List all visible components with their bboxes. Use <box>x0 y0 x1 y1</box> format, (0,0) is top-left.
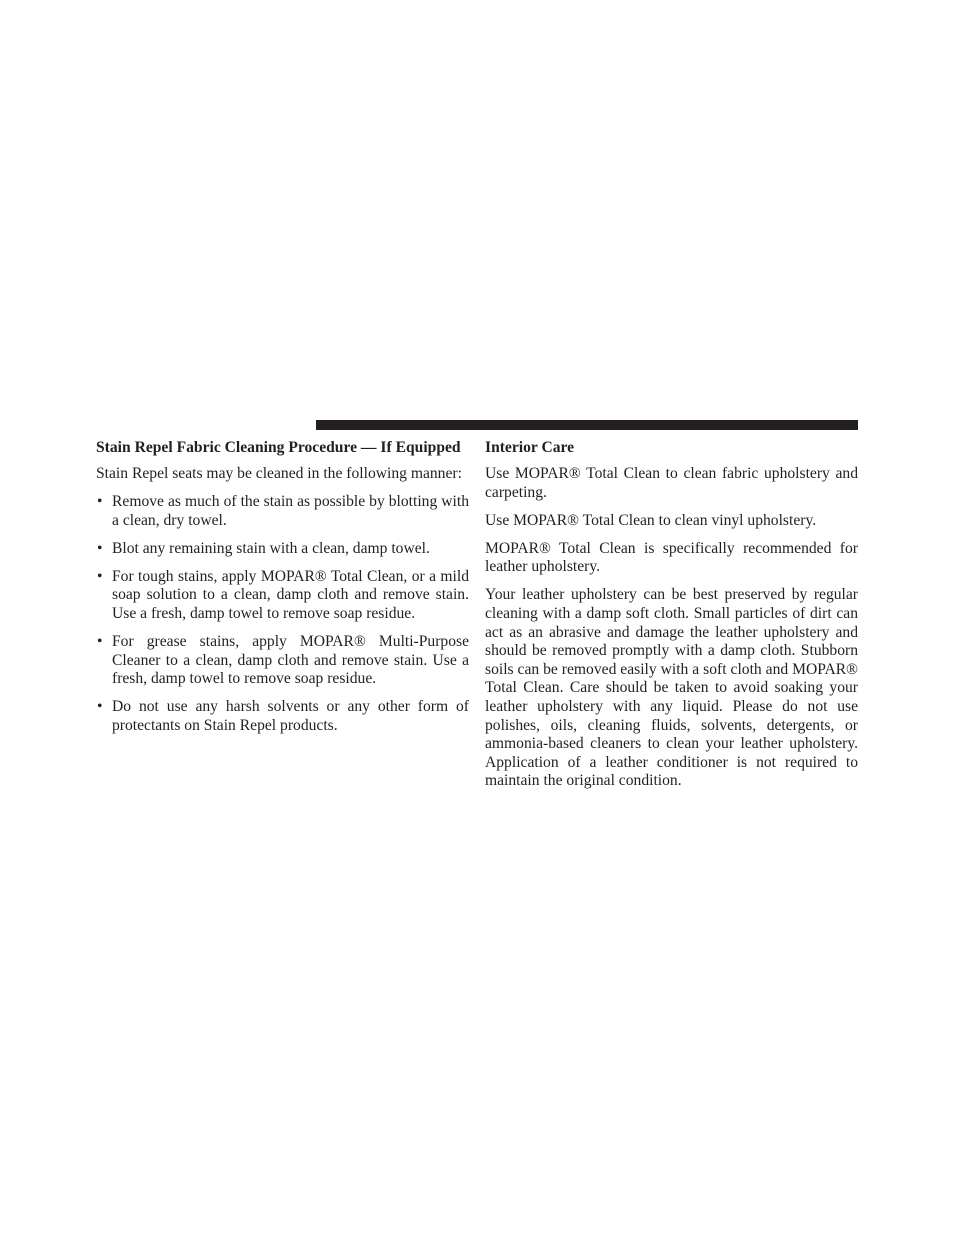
bullet-icon: • <box>97 698 103 716</box>
section-heading-stain-repel: Stain Repel Fabric Cleaning Procedure — If Equipped <box>96 439 461 456</box>
section-rule-bar <box>316 420 858 430</box>
list-item <box>96 633 469 689</box>
paragraph-leather-recommendation: MOPAR® Total Clean is specifically recommended for leather upholstery. <box>485 539 858 576</box>
list-item-text: For grease stains, apply MOPAR® Multi-Purpose Cleaner to a clean, damp cloth and remove stain. Use a fresh, damp towel to remove soap residue. <box>112 633 469 688</box>
right-column <box>485 438 858 801</box>
bullet-icon: • <box>97 633 103 651</box>
paragraph-vinyl: Use MOPAR® Total Clean to clean vinyl upholstery. <box>485 511 817 529</box>
list-item <box>96 698 469 735</box>
paragraph-fabric: Use MOPAR® Total Clean to clean fabric upholstery and carpeting. <box>485 465 858 501</box>
section-heading-interior-care: Interior Care <box>485 439 575 456</box>
paragraph-leather-care: Your leather upholstery can be best preserved by regular cleaning with a damp soft cloth. Small particles of dirt can act as an abrasive and damage the leather upholstery and should be removed promptly with a damp cloth. Stubborn soils can be removed easily with a soft cloth and MOPAR® Total Clean. Care should be taken to avoid soaking your leather upholstery with any liquid. Please do not use polishes, oils, cleaning fluids, solvents, detergents, or ammonia-based cleaners to clean your leather upholstery. Application of a leather conditioner is not required to maintain the original condition. <box>485 586 858 790</box>
cleaning-steps-list <box>96 493 469 736</box>
bullet-icon: • <box>97 493 103 511</box>
list-item-text: Remove as much of the stain as possible by blotting with a clean, dry towel. <box>112 493 469 529</box>
intro-paragraph: Stain Repel seats may be cleaned in the following manner: <box>96 465 462 482</box>
list-item-text: Blot any remaining stain with a clean, damp towel. <box>112 539 430 557</box>
list-item-text: For tough stains, apply MOPAR® Total Clean, or a mild soap solution to a clean, damp cloth and remove stain. Use a fresh, damp towel to remove soap residue. <box>112 567 469 623</box>
list-item-text: Do not use any harsh solvents or any other form of protectants on Stain Repel products. <box>112 698 469 735</box>
left-column <box>96 438 469 745</box>
list-item <box>96 540 469 559</box>
list-item <box>96 493 469 530</box>
bullet-icon: • <box>97 567 103 585</box>
bullet-icon: • <box>97 539 103 557</box>
list-item <box>96 568 469 624</box>
